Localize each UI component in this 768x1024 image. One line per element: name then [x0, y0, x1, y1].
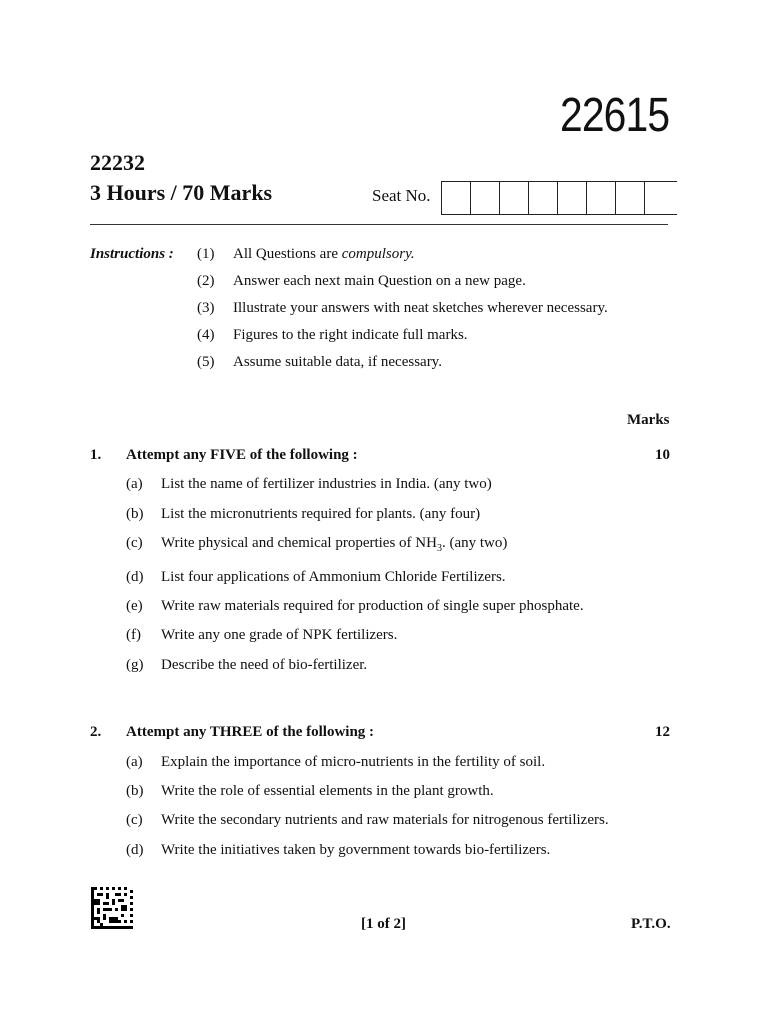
subquestion-letter: (g) — [126, 657, 144, 673]
subquestion-text: List four applications of Ammonium Chloride Fertilizers. — [161, 569, 506, 585]
instruction-text — [233, 246, 415, 263]
subquestion-letter: (b) — [126, 783, 144, 799]
seat-box — [645, 182, 677, 214]
instruction-number: (5) — [197, 354, 215, 370]
marks-column-heading: Marks — [627, 412, 670, 428]
page-number: [1 of 2] — [361, 916, 406, 932]
seat-box — [442, 182, 471, 214]
subquestion-text: List the name of fertilizer industries in India. (any two) — [161, 476, 492, 492]
subquestion-text: Write raw materials required for production of single super phosphate. — [161, 598, 584, 614]
seat-box — [500, 182, 529, 214]
datamatrix-code-icon — [91, 887, 133, 929]
instruction-text: Illustrate your answers with neat sketches wherever necessary. — [233, 300, 608, 316]
seat-box — [587, 182, 616, 214]
subquestion-letter: (a) — [126, 754, 143, 770]
question-number: 2. — [90, 724, 102, 740]
instruction-emphasis: compulsory. — [341, 246, 415, 262]
subquestion-text-post: . (any two) — [441, 535, 508, 551]
subquestion-letter: (c) — [126, 812, 143, 828]
subquestion-text: Write the secondary nutrients and raw materials for nitrogenous fertilizers. — [161, 812, 609, 828]
subquestion-letter: (c) — [126, 535, 143, 551]
question-number: 1. — [90, 447, 102, 463]
seat-number-boxes — [441, 181, 677, 215]
subquestion-text: List the micronutrients required for plants. (any four) — [161, 506, 481, 522]
seat-box — [529, 182, 558, 214]
duration-marks: 3 Hours / 70 Marks — [90, 180, 273, 205]
instruction-text: Answer each next main Question on a new page. — [233, 273, 526, 289]
instruction-number: (2) — [197, 273, 215, 289]
instruction-text: Assume suitable data, if necessary. — [233, 354, 442, 370]
question-title: Attempt any FIVE of the following : — [126, 447, 358, 463]
subquestion-text-pre: Write physical and chemical properties of NH — [161, 535, 437, 551]
subquestion-letter: (d) — [126, 842, 144, 858]
please-turn-over: P.T.O. — [631, 916, 671, 932]
question-marks: 10 — [655, 447, 670, 463]
seat-box — [558, 182, 587, 214]
instruction-number: (1) — [197, 246, 215, 262]
subquestion-letter: (f) — [126, 627, 141, 643]
seat-box — [471, 182, 500, 214]
instructions-label: Instructions : — [90, 246, 174, 262]
subquestion-letter: (a) — [126, 476, 143, 492]
subject-code: 22232 — [90, 150, 145, 175]
subquestion-text: Explain the importance of micro-nutrients in the fertility of soil. — [161, 754, 546, 770]
question-title: Attempt any THREE of the following : — [126, 724, 375, 740]
subquestion-text: Write the role of essential elements in the plant growth. — [161, 783, 494, 799]
subquestion-letter: (b) — [126, 506, 144, 522]
header-divider — [90, 224, 668, 225]
subquestion-text: Write any one grade of NPK fertilizers. — [161, 627, 398, 643]
subquestion-letter: (e) — [126, 598, 143, 614]
paper-code: 22615 — [560, 89, 670, 142]
question-marks: 12 — [655, 724, 670, 740]
subquestion-text: Describe the need of bio-fertilizer. — [161, 657, 368, 673]
seat-number-label: Seat No. — [372, 186, 431, 205]
instruction-text-main: All Questions are — [233, 246, 342, 262]
instruction-text: Figures to the right indicate full marks. — [233, 327, 468, 343]
subquestion-text — [161, 535, 507, 554]
subquestion-letter: (d) — [126, 569, 144, 585]
seat-box — [616, 182, 645, 214]
instruction-number: (3) — [197, 300, 215, 316]
instruction-number: (4) — [197, 327, 215, 343]
chemical-subscript: 3 — [436, 543, 442, 554]
subquestion-text: Write the initiatives taken by government towards bio-fertilizers. — [161, 842, 551, 858]
